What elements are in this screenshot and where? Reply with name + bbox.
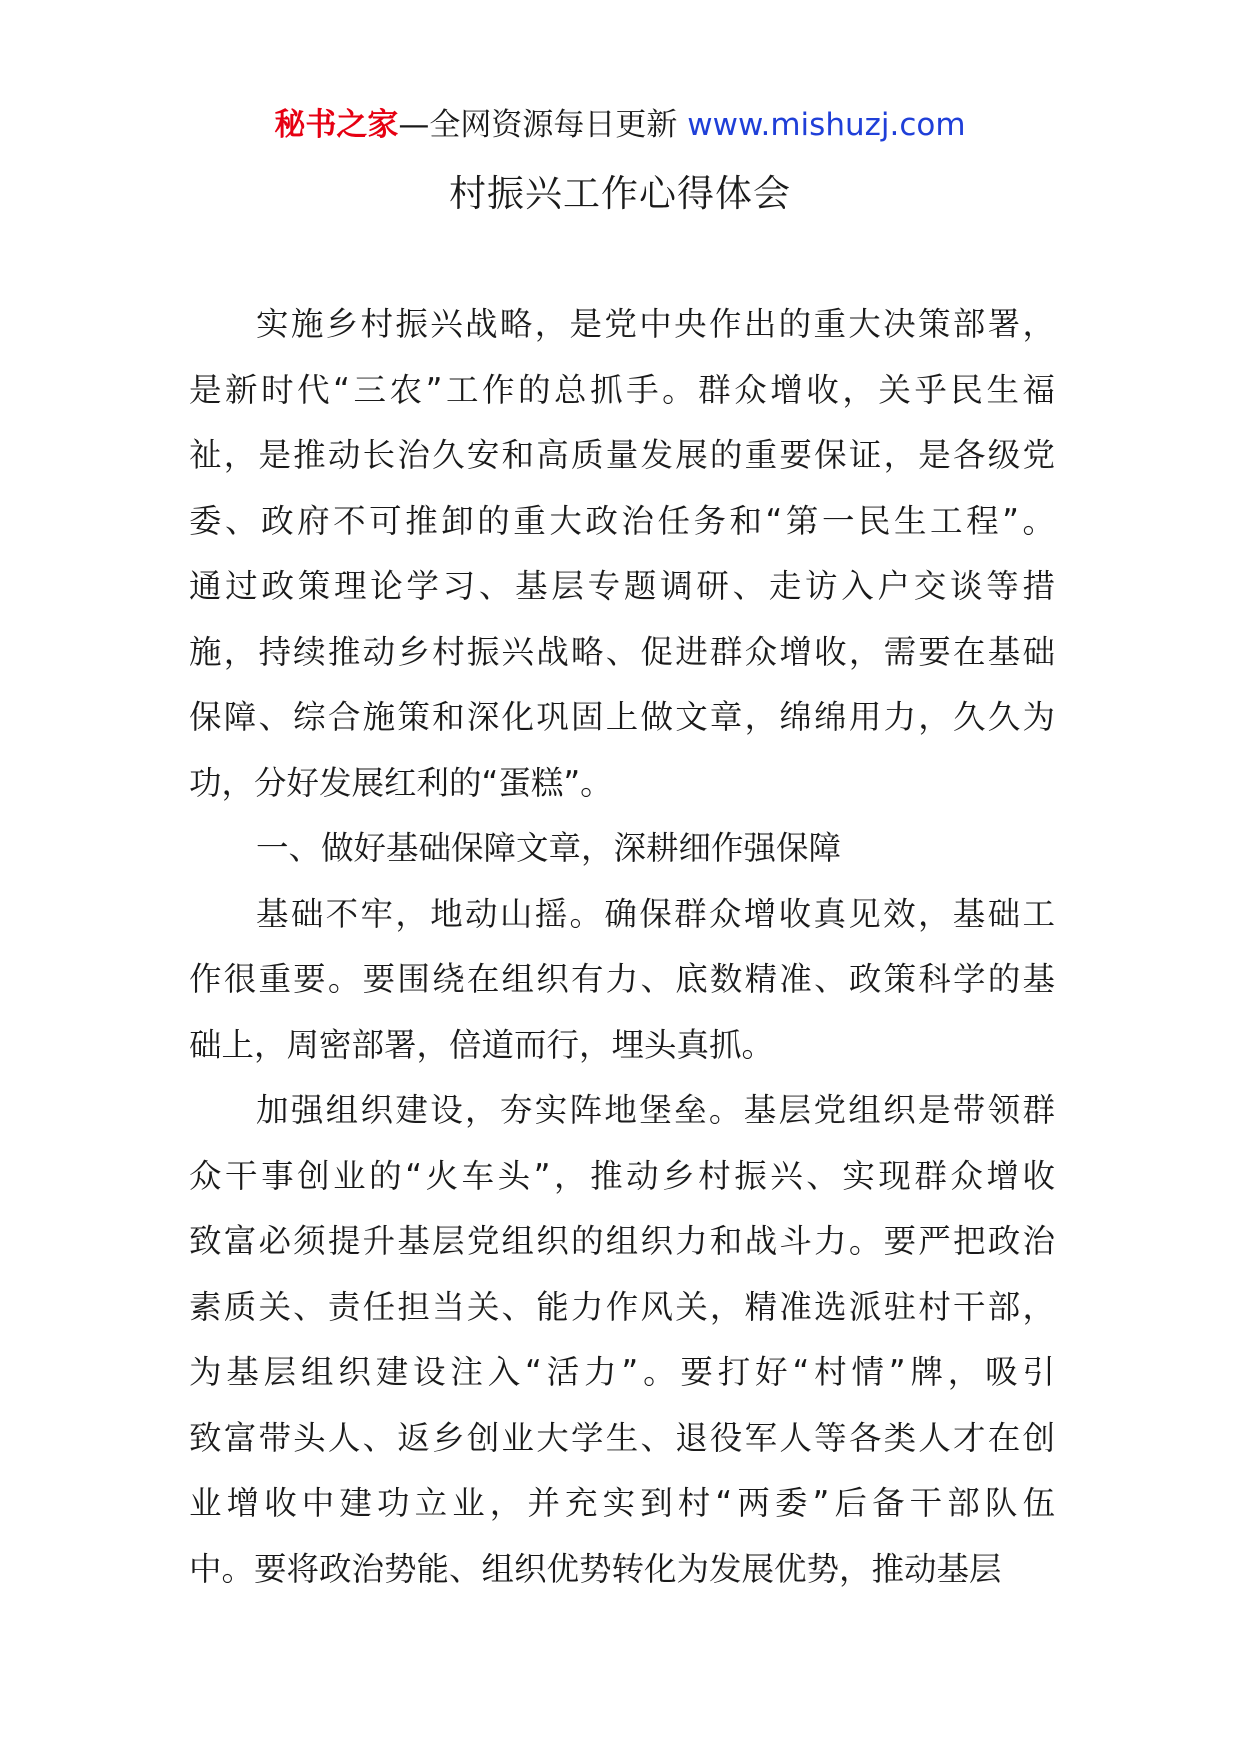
- paragraph-line: 致富带头人、返乡创业大学生、退役军人等各类人才在创: [189, 1418, 1055, 1457]
- paragraph-line: 功，分好发展红利的“蛋糕”。: [189, 763, 613, 802]
- paragraph-line: 素质关、责任担当关、能力作风关，精准选派驻村干部，: [189, 1287, 1055, 1326]
- paragraph-line: 为基层组织建设注入“活力”。要打好“村情”牌，吸引: [189, 1353, 1055, 1391]
- paragraph-line: 众干事创业的“火车头”，推动乡村振兴、实现群众增收: [189, 1156, 1055, 1195]
- document-title: 村振兴工作心得体会: [449, 172, 791, 215]
- paragraph-line: 业增收中建功立业，并充实到村“两委”后备干部队伍: [189, 1484, 1055, 1522]
- paragraph-line: 一、做好基础保障文章，深耕细作强保障: [256, 829, 842, 867]
- site-header: [0, 100, 1240, 150]
- site-slogan: —全网资源每日更新: [398, 107, 678, 143]
- paragraph: [189, 816, 1055, 882]
- paragraph-line: 委、政府不可推卸的重大政治任务和“第一民生工程”。: [189, 501, 1055, 540]
- paragraph-line: 保障、综合施策和深化巩固上做文章，绵绵用力，久久为: [189, 698, 1055, 736]
- paragraph: [189, 292, 1055, 816]
- paragraph-line: 中。要将政治势能、组织优势转化为发展优势，推动基层: [189, 1549, 1002, 1588]
- paragraph-line: 施，持续推动乡村振兴战略、促进群众增收，需要在基础: [189, 632, 1055, 671]
- site-url-link[interactable]: www.mishuzj.com: [687, 107, 966, 143]
- paragraph-line: 祉，是推动长治久安和高质量发展的重要保证，是各级党: [189, 436, 1055, 474]
- paragraph-line: 作很重要。要围绕在组织有力、底数精准、政策科学的基: [189, 960, 1055, 998]
- paragraph-line: 是新时代“三农”工作的总抓手。群众增收，关乎民生福: [189, 370, 1055, 409]
- paragraph-line: 实施乡村振兴战略，是党中央作出的重大决策部署，: [256, 305, 1055, 343]
- paragraph-line: 致富必须提升基层党组织的组织力和战斗力。要严把政治: [189, 1222, 1055, 1260]
- paragraph-line: 基础不牢，地动山摇。确保群众增收真见效，基础工: [256, 894, 1055, 933]
- brand-name: 秘书之家: [274, 107, 399, 143]
- paragraph-line: 通过政策理论学习、基层专题调研、走访入户交谈等措: [189, 567, 1055, 605]
- paragraph: [189, 882, 1055, 1079]
- paragraph-line: 加强组织建设，夯实阵地堡垒。基层党组织是带领群: [256, 1091, 1055, 1129]
- paragraph: [189, 1078, 1055, 1602]
- document-body: [189, 292, 1055, 1602]
- paragraph-line: 础上，周密部署，倍道而行，埋头真抓。: [189, 1025, 775, 1064]
